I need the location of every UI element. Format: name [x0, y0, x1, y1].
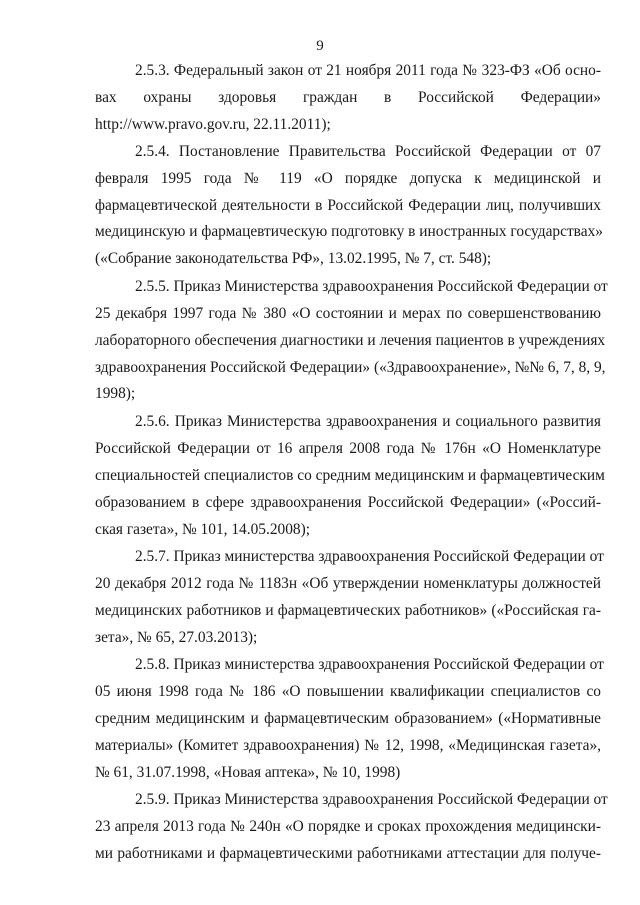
paragraph-2-5-5-line-1: 2.5.5. Приказ Министерства здравоохранения Российской Федерации от	[135, 278, 608, 295]
paragraph-2-5-7-line-3: медицинских работников и фармацевтических работников» («Российская га-	[95, 602, 601, 619]
page-number: 9	[316, 38, 324, 54]
paragraph-2-5-4-line-3: фармацевтической деятельности в Российской Федерации лиц, получивших	[95, 197, 601, 214]
paragraph-2-5-9-line-2: 23 апреля 2013 года № 240н «О порядке и сроках прохождения медицински-	[95, 818, 601, 835]
paragraph-2-5-7-line-1: 2.5.7. Приказ министерства здравоохранения Российской Федерации от	[135, 548, 604, 565]
paragraph-2-5-3-line-2: вах охраны здоровья граждан в Российской Федерации»	[95, 89, 601, 106]
paragraph-2-5-6-line-4: образованием в сфере здравоохранения Российской Федерации» («Россий-	[95, 494, 601, 511]
paragraph-2-5-6-line-3: специальностей специалистов со средним медицинским и фармацевтическим	[95, 467, 605, 484]
paragraph-2-5-6-line-1: 2.5.6. Приказ Министерства здравоохранения и социального развития	[135, 413, 601, 430]
paragraph-2-5-8-line-4: материалы» (Комитет здравоохранения) № 12, 1998, «Медицинская газета»,	[95, 737, 601, 754]
paragraph-2-5-5-line-3: лабораторного обеспечения диагностики и лечения пациентов в учреждениях	[95, 332, 606, 349]
paragraph-2-5-9-line-1: 2.5.9. Приказ Министерства здравоохранения Российской Федерации от	[135, 791, 608, 808]
paragraph-2-5-5-line-5: 1998);	[95, 385, 136, 402]
paragraph-2-5-4-line-4: медицинскую и фармацевтическую подготовку в иностранных государствах»	[95, 223, 603, 240]
paragraph-2-5-8-line-3: средним медицинским и фармацевтическим образованием» («Нормативные	[95, 710, 601, 727]
paragraph-2-5-8-line-5: № 61, 31.07.1998, «Новая аптека», № 10, 1998)	[95, 764, 401, 781]
paragraph-2-5-7-line-2: 20 декабря 2012 года № 1183н «Об утверждении номенклатуры должностей	[95, 575, 601, 592]
paragraph-2-5-3-line-3: http://www.pravo.gov.ru, 22.11.2011);	[95, 116, 331, 133]
paragraph-2-5-3-line-1: 2.5.3. Федеральный закон от 21 ноября 2011 года № 323-ФЗ «Об осно-	[135, 62, 601, 79]
paragraph-2-5-6-line-5: ская газета», № 101, 14.05.2008);	[95, 521, 310, 538]
paragraph-2-5-4-line-2: февраля 1995 года № 119 «О порядке допуска к медицинской и	[95, 170, 601, 187]
paragraph-2-5-8-line-1: 2.5.8. Приказ министерства здравоохранения Российской Федерации от	[135, 656, 604, 673]
paragraph-2-5-6-line-2: Российской Федерации от 16 апреля 2008 года № 176н «О Номенклатуре	[95, 440, 601, 457]
paragraph-2-5-8-line-2: 05 июня 1998 года № 186 «О повышении квалификации специалистов со	[95, 683, 601, 700]
paragraph-2-5-4-line-5: («Собрание законодательства РФ», 13.02.1995, № 7, ст. 548);	[95, 250, 492, 267]
paragraph-2-5-5-line-2: 25 декабря 1997 года № 380 «О состоянии и мерах по совершенствованию	[95, 305, 601, 322]
paragraph-2-5-4-line-1: 2.5.4. Постановление Правительства Российской Федерации от 07	[135, 143, 601, 160]
paragraph-2-5-5-line-4: здравоохранения Российской Федерации» («Здравоохранение», №№ 6, 7, 8, 9,	[95, 359, 606, 376]
paragraph-2-5-9-line-3: ми работниками и фармацевтическими работниками аттестации для получе-	[95, 845, 601, 862]
paragraph-2-5-7-line-4: зета», № 65, 27.03.2013);	[95, 629, 258, 646]
